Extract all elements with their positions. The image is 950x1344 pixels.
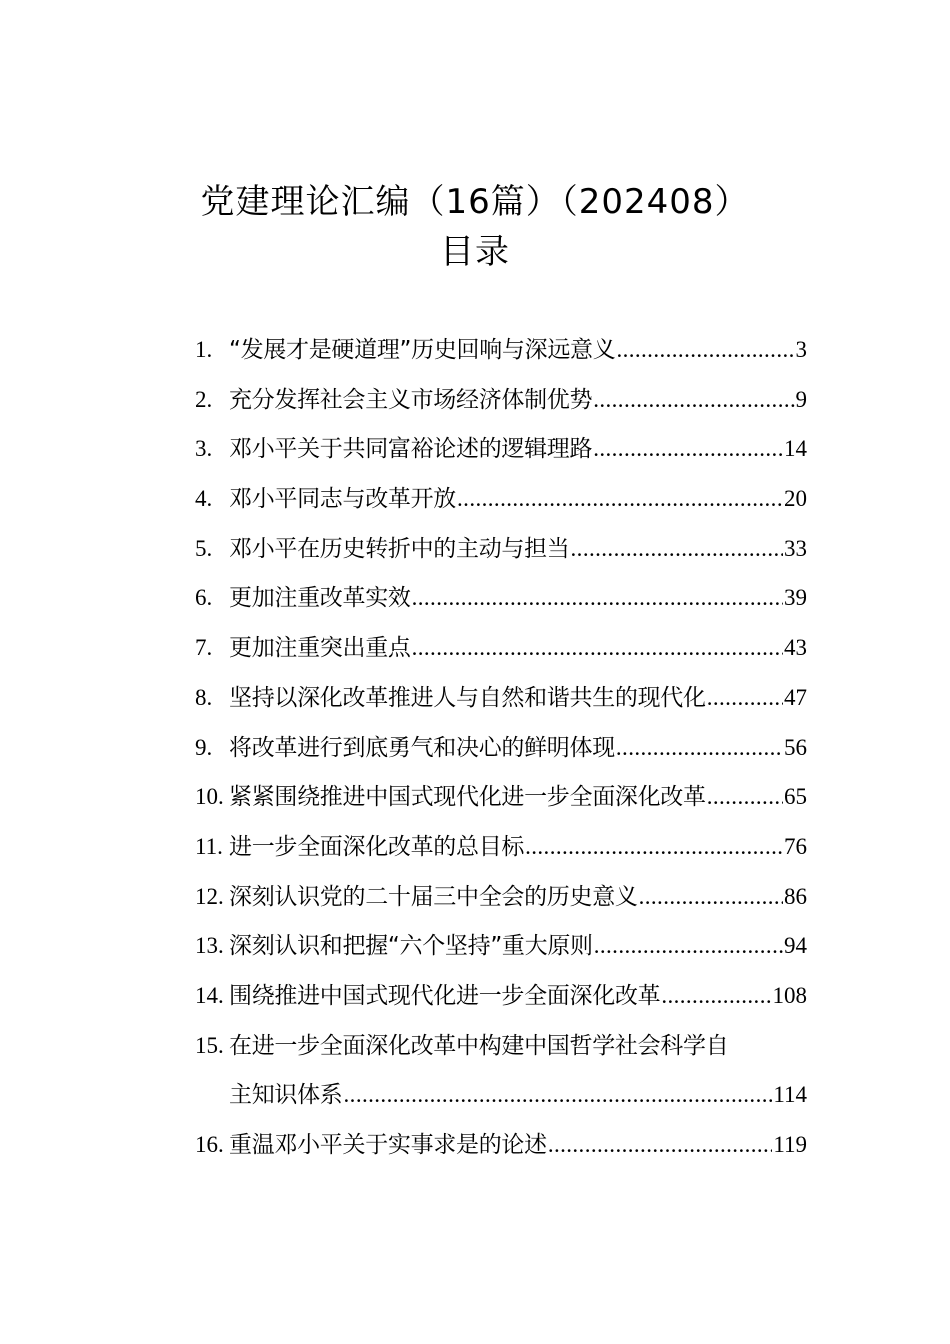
toc-entry-9[interactable] <box>195 730 807 780</box>
leader-dots <box>525 829 783 865</box>
toc-entry-2[interactable] <box>195 382 807 432</box>
leader-dots <box>707 680 783 716</box>
entry-page-number: 33 <box>784 535 807 561</box>
leader-dots <box>616 332 794 368</box>
entry-number: 3. <box>195 436 213 462</box>
entry-title: 深刻认识党的二十届三中全会的历史意义 <box>229 883 638 910</box>
entry-number: 11. <box>195 833 223 859</box>
entry-page-number: 3 <box>795 337 807 362</box>
toc-entry-5[interactable] <box>195 531 807 581</box>
entry-title: 重温邓小平关于实事求是的论述 <box>229 1132 547 1159</box>
entry-title: 进一步全面深化改革的总目标 <box>229 833 525 860</box>
leader-dots <box>457 481 783 517</box>
entry-number: 12. <box>195 883 224 909</box>
entry-page-number: 86 <box>784 883 807 909</box>
entry-number: 10. <box>195 784 224 810</box>
leader-dots <box>571 531 783 567</box>
entry-title: 围绕推进中国式现代化进一步全面深化改革 <box>229 982 661 1009</box>
entry-number: 8. <box>195 684 213 710</box>
toc-entry-12[interactable] <box>195 879 807 929</box>
toc-entry-16[interactable] <box>195 1127 807 1177</box>
leader-dots <box>594 928 783 964</box>
leader-dots <box>593 382 794 418</box>
table-of-contents <box>195 332 807 1177</box>
entry-number: 9. <box>195 734 213 760</box>
entry-page-number: 56 <box>784 734 807 760</box>
toc-entry-4[interactable] <box>195 481 807 531</box>
entry-title: 将改革进行到底勇气和决心的鲜明体现 <box>229 734 615 761</box>
entry-page-number: 47 <box>784 684 807 710</box>
entry-page-number: 65 <box>784 784 807 810</box>
entry-number: 5. <box>195 535 213 561</box>
toc-entry-14[interactable] <box>195 978 807 1028</box>
entry-page-number: 94 <box>784 933 807 959</box>
entry-title-line-2: 主知识体系 <box>229 1082 343 1109</box>
entry-number: 16. <box>195 1132 224 1158</box>
entry-page-number: 119 <box>773 1132 807 1158</box>
entry-number: 6. <box>195 585 213 611</box>
entry-number: 7. <box>195 635 213 661</box>
entry-title: “发展才是硬道理”历史回响与深远意义 <box>229 337 616 363</box>
leader-dots <box>344 1077 773 1113</box>
entry-number: 14. <box>195 982 224 1008</box>
entry-title: 更加注重改革实效 <box>229 585 411 612</box>
document-title: 党建理论汇编（16篇）（202408） <box>200 182 750 222</box>
toc-entry-15[interactable] <box>195 1028 807 1127</box>
leader-dots <box>548 1127 773 1163</box>
leader-dots <box>412 630 783 666</box>
leader-dots <box>593 431 783 467</box>
entry-page-number: 9 <box>795 386 807 412</box>
leader-dots <box>412 580 783 616</box>
entry-title: 邓小平同志与改革开放 <box>229 486 457 513</box>
entry-number: 4. <box>195 486 213 512</box>
entry-page-number: 39 <box>784 585 807 611</box>
toc-entry-8[interactable] <box>195 680 807 730</box>
entry-title: 深刻认识和把握“六个坚持”重大原则 <box>229 933 593 960</box>
toc-entry-7[interactable] <box>195 630 807 680</box>
entry-page-number: 114 <box>773 1082 807 1108</box>
toc-entry-6[interactable] <box>195 580 807 630</box>
entry-page-number: 14 <box>784 436 807 462</box>
entry-title: 紧紧围绕推进中国式现代化进一步全面深化改革 <box>229 784 706 811</box>
toc-entry-3[interactable] <box>195 431 807 481</box>
entry-title: 坚持以深化改革推进人与自然和谐共生的现代化 <box>229 684 706 711</box>
entry-title: 邓小平在历史转折中的主动与担当 <box>229 535 570 562</box>
leader-dots <box>616 730 783 766</box>
entry-number: 1. <box>195 337 213 362</box>
entry-title: 更加注重突出重点 <box>229 635 411 662</box>
toc-heading: 目录 <box>440 232 510 272</box>
leader-dots <box>639 879 783 915</box>
toc-entry-10[interactable] <box>195 779 807 829</box>
entry-page-number: 76 <box>784 833 807 859</box>
entry-title: 邓小平关于共同富裕论述的逻辑理路 <box>229 436 593 463</box>
entry-number: 15. <box>195 1032 224 1058</box>
entry-number: 13. <box>195 933 224 959</box>
toc-entry-1[interactable] <box>195 332 807 382</box>
toc-entry-13[interactable] <box>195 928 807 978</box>
entry-page-number: 43 <box>784 635 807 661</box>
entry-page-number: 108 <box>772 982 807 1008</box>
entry-title-line-1: 在进一步全面深化改革中构建中国哲学社会科学自 <box>229 1032 729 1059</box>
entry-number: 2. <box>195 386 213 412</box>
entry-page-number: 20 <box>784 486 807 512</box>
leader-dots <box>661 978 771 1014</box>
toc-entry-11[interactable] <box>195 829 807 879</box>
entry-title: 充分发挥社会主义市场经济体制优势 <box>229 386 593 413</box>
leader-dots <box>707 779 783 815</box>
